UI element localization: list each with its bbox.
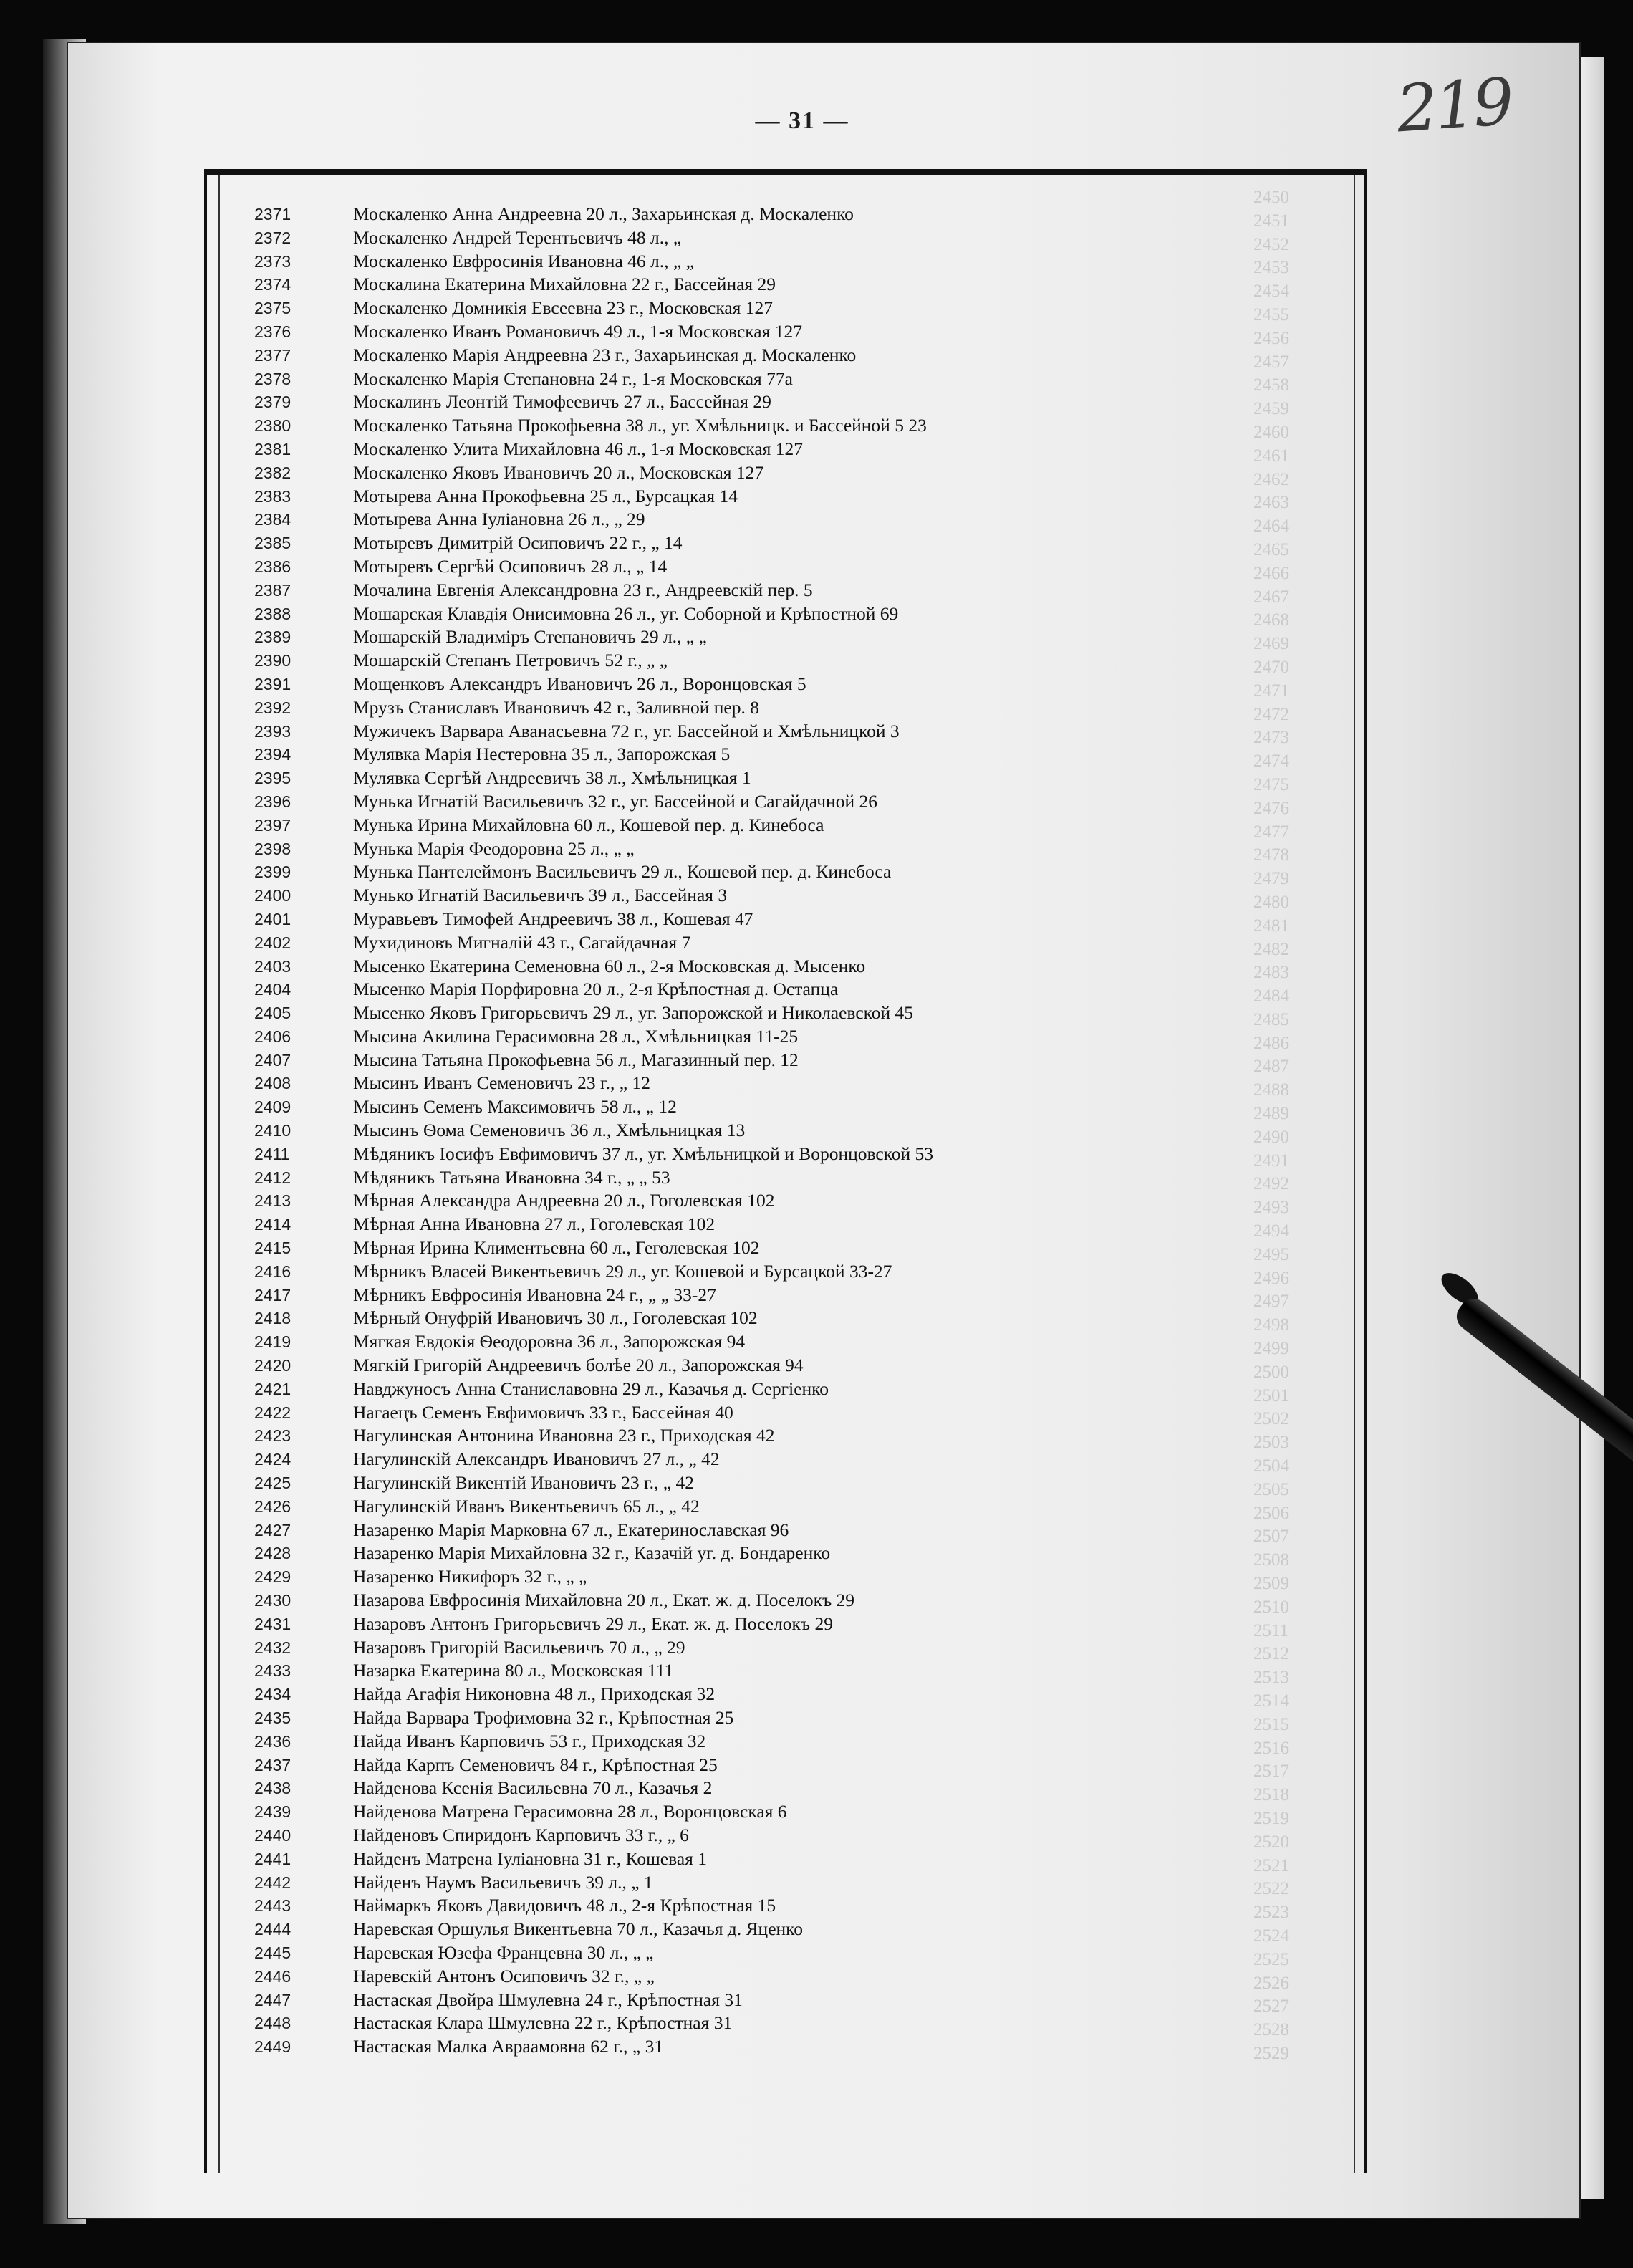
register-entry — [254, 1754, 1386, 1777]
register-entry — [254, 790, 1386, 814]
entry-text: Мягкая Евдокія Ѳеодоровна 36 л., Запорожская 94 — [353, 1331, 746, 1352]
entry-number: 2377 — [254, 345, 292, 365]
register-entry — [254, 1894, 1386, 1918]
entry-text: Назаренко Никифоръ 32 г., „ „ — [353, 1566, 587, 1587]
register-entry — [254, 1072, 1386, 1095]
entry-text: Назаровъ Антонъ Григорьевичъ 29 л., Екат. ж. д. Поселокъ 29 — [353, 1613, 833, 1634]
page-number: — 31 — — [755, 107, 849, 134]
entry-text: Мунька Пантелеймонъ Васильевичъ 29 л., Кошевой пер. д. Кинебоса — [353, 861, 892, 883]
entry-number: 2403 — [254, 956, 292, 976]
register-entry — [254, 1424, 1386, 1448]
entry-number: 2426 — [254, 1496, 292, 1516]
entry-text: Мотырева Анна Іуліановна 26 л., „ 29 — [353, 509, 645, 530]
entry-number: 2449 — [254, 2037, 292, 2057]
register-entry — [254, 1284, 1386, 1307]
register-entry — [254, 273, 1386, 297]
entry-number: 2394 — [254, 745, 292, 764]
entry-text: Мысенко Яковъ Григорьевичъ 29 л., уг. Запорожской и Николаевской 45 — [353, 1002, 914, 1024]
entry-text: Мысина Татьяна Прокофьевна 56 л., Магазинный пер. 12 — [353, 1049, 799, 1070]
entry-text: Мужичекъ Варвара Аванасьевна 72 г., уг. Бассейной и Хмѣльницкой 3 — [353, 720, 900, 741]
entry-text: Мѣдяникъ Татьяна Ивановна 34 г., „ „ 53 — [353, 1166, 670, 1188]
entry-text: Мунько Игнатій Васильевичъ 39 л., Бассейная 3 — [353, 885, 728, 906]
entry-number: 2438 — [254, 1779, 292, 1798]
register-entry — [254, 1730, 1386, 1754]
register-entry — [254, 743, 1386, 767]
register-entry — [254, 625, 1386, 649]
register-entry — [254, 579, 1386, 602]
register-entry — [254, 1095, 1386, 1119]
bleed-through-numbers: 2450 2451 2452 2453 2454 2455 2456 2457 2458 2459 2460 2461 2462 2463 2464 2465 2466 2467 2468 2469 2470 2471 2472 2473 2474 2475 2476 2477 2478 2479 2480 2481 2482 2483 2484 2485 2486 2487 2488 2489 2490 2491 2492 2493 2494 2495 2496 2497 2498 2499 2500 2501 2502 2503 2504 2505 2506 2507 2508 2509 2510 2511 2512 2513 2514 2515 2516 2517 2518 2519 2520 2521 2522 2523 2524 2525 2526 2527 2528 2529 — [1253, 188, 1289, 2063]
entry-number: 2389 — [254, 628, 292, 647]
register-entry — [254, 226, 1386, 250]
entry-number: 2378 — [254, 369, 292, 388]
entry-number: 2441 — [254, 1849, 292, 1868]
entry-number: 2387 — [254, 580, 292, 600]
register-entry — [254, 1659, 1386, 1683]
entry-text: Наревская Оршулья Викентьевна 70 л., Казачья д. Яценко — [353, 1918, 803, 1940]
register-entry — [254, 1565, 1386, 1589]
register-entry — [254, 814, 1386, 837]
entry-text: Москаленко Евфросинія Ивановна 46 л., „ „ — [353, 250, 694, 272]
entry-text: Найденъ Матрена Іуліановна 31 г., Кошевая 1 — [353, 1847, 708, 1869]
entry-number: 2443 — [254, 1896, 292, 1916]
entry-number: 2393 — [254, 721, 292, 741]
entry-number: 2436 — [254, 1731, 292, 1751]
entry-text: Назарова Евфросинія Михайловна 20 л., Екат. ж. д. Поселокъ 29 — [353, 1590, 855, 1611]
register-entry — [254, 1025, 1386, 1049]
entry-number: 2427 — [254, 1520, 292, 1539]
register-entry — [254, 1189, 1386, 1213]
register-entry — [254, 1143, 1386, 1166]
entry-text: Мѣрная Ирина Климентьевна 60 л., Геголевская 102 — [353, 1237, 760, 1259]
entry-text: Москаленко Анна Андреевна 20 л., Захарьинская д. Москаленко — [353, 203, 854, 224]
entry-text: Настаская Малка Авраамовна 62 г., „ 31 — [353, 2036, 664, 2057]
register-entry — [254, 1683, 1386, 1706]
entry-number: 2380 — [254, 416, 292, 436]
entry-text: Мягкій Григорій Андреевичъ болѣе 20 л., Запорожская 94 — [353, 1355, 804, 1376]
register-entry — [254, 1330, 1386, 1354]
entry-text: Мѣрная Александра Андреевна 20 л., Гоголевская 102 — [353, 1190, 775, 1211]
entry-number: 2419 — [254, 1332, 292, 1352]
entry-number: 2384 — [254, 510, 292, 529]
entry-text: Найда Иванъ Карповичъ 53 г., Приходская 32 — [353, 1730, 706, 1752]
entry-text: Мысинъ Семенъ Максимовичъ 58 л., „ 12 — [353, 1096, 677, 1118]
register-entry — [254, 461, 1386, 485]
entry-text: Нагулинскій Иванъ Викентьевичъ 65 л., „ 42 — [353, 1495, 700, 1517]
entry-text: Назаровъ Григорій Васильевичъ 70 л., „ 29 — [353, 1636, 685, 1658]
register-entry — [254, 1800, 1386, 1824]
entry-number: 2398 — [254, 839, 292, 858]
entry-text: Москаленко Иванъ Романовичъ 49 л., 1-я Московская 127 — [353, 320, 802, 342]
register-entry — [254, 1989, 1386, 2012]
entry-text: Мухидиновъ Мигналій 43 г., Сагайдачная 7 — [353, 931, 691, 953]
entry-text: Назаренко Марія Михайловна 32 г., Казачій уг. д. Бондаренко — [353, 1542, 831, 1564]
entry-text: Найденова Матрена Герасимовна 28 л., Воронцовская 6 — [353, 1801, 787, 1822]
register-entry — [254, 438, 1386, 461]
entry-number: 2412 — [254, 1168, 292, 1187]
register-entry — [254, 1378, 1386, 1401]
entry-number: 2408 — [254, 1074, 292, 1093]
entry-number: 2372 — [254, 228, 292, 247]
register-entry — [254, 860, 1386, 884]
entry-number: 2375 — [254, 299, 292, 318]
entry-text: Москаленко Татьяна Прокофьевна 38 л., уг. Хмѣльницк. и Бассейной 5 23 — [353, 415, 927, 436]
register-entry — [254, 649, 1386, 673]
entry-text: Муравьевъ Тимофей Андреевичъ 38 л., Кошевая 47 — [353, 908, 753, 929]
entry-text: Мунька Ирина Михайловна 60 л., Кошевой пер. д. Кинебоса — [353, 814, 824, 835]
entry-number: 2444 — [254, 1920, 292, 1939]
entry-text: Назарка Екатерина 80 л., Московская 111 — [353, 1660, 674, 1681]
entry-number: 2422 — [254, 1403, 292, 1422]
entry-text: Мысенко Екатерина Семеновна 60 л., 2-я Московская д. Мысенко — [353, 955, 866, 976]
entry-number: 2397 — [254, 815, 292, 835]
entry-text: Мрузъ Станиславъ Ивановичъ 42 г., Заливной пер. 8 — [353, 696, 759, 718]
entry-text: Настаская Двойра Шмулевна 24 г., Крѣпостная 31 — [353, 1989, 743, 2010]
entry-number: 2407 — [254, 1050, 292, 1070]
entry-number: 2390 — [254, 651, 292, 671]
register-entry — [254, 485, 1386, 509]
entry-number: 2405 — [254, 1004, 292, 1023]
entry-number: 2433 — [254, 1661, 292, 1681]
entry-number: 2413 — [254, 1191, 292, 1211]
entry-text: Нагулинская Антонина Ивановна 23 г., Приходская 42 — [353, 1425, 775, 1446]
register-entry — [254, 908, 1386, 931]
entry-text: Найда Варвара Трофимовна 32 г., Крѣпостная 25 — [353, 1707, 734, 1728]
handwritten-folio-number: 219 — [1394, 64, 1514, 148]
entry-number: 2446 — [254, 1966, 292, 1986]
register-entry — [254, 1307, 1386, 1330]
entry-text: Мошарскій Степанъ Петровичъ 52 г., „ „ — [353, 650, 668, 671]
entry-text: Мѣрный Онуфрій Ивановичъ 30 л., Гоголевская 102 — [353, 1307, 758, 1329]
entry-text: Найденъ Наумъ Васильевичъ 39 л., „ 1 — [353, 1871, 653, 1893]
entry-number: 2445 — [254, 1943, 292, 1962]
entry-text: Мысинъ Ѳома Семеновичъ 36 л., Хмѣльницкая 13 — [353, 1120, 746, 1141]
register-entries — [254, 203, 1386, 2059]
register-entry — [254, 1847, 1386, 1871]
entry-text: Нагаецъ Семенъ Евфимовичъ 33 г., Бассейная 40 — [353, 1401, 733, 1423]
register-entry — [254, 297, 1386, 320]
register-entry — [254, 884, 1386, 908]
register-entry — [254, 1636, 1386, 1660]
register-entry — [254, 1236, 1386, 1260]
entry-number: 2411 — [254, 1144, 290, 1163]
entry-text: Мошарская Клавдія Онисимовна 26 л., уг. Соборной и Крѣпостной 69 — [353, 602, 899, 624]
register-entry — [254, 508, 1386, 532]
entry-text: Мунька Марія Феодоровна 25 л., „ „ — [353, 837, 635, 859]
entry-number: 2439 — [254, 1802, 292, 1822]
register-entry — [254, 1824, 1386, 1847]
entry-number: 2401 — [254, 909, 292, 928]
register-entry — [254, 1589, 1386, 1613]
entry-text: Мочалина Евгенія Александровна 23 г., Андреевскій пер. 5 — [353, 579, 813, 600]
register-entry — [254, 532, 1386, 555]
register-entry — [254, 1542, 1386, 1565]
entry-text: Мысина Акилина Герасимовна 28 л., Хмѣльницкая 11-25 — [353, 1025, 799, 1047]
entry-number: 2395 — [254, 769, 292, 788]
entry-number: 2435 — [254, 1709, 292, 1727]
entry-text: Мунька Игнатій Васильевичъ 32 г., уг. Бассейной и Сагайдачной 26 — [353, 790, 877, 812]
entry-number: 2400 — [254, 886, 292, 905]
register-entry — [254, 1213, 1386, 1236]
entry-text: Мулявка Сергѣй Андреевичъ 38 л., Хмѣльницкая 1 — [353, 767, 751, 789]
entry-number: 2383 — [254, 486, 292, 506]
register-entry — [254, 1401, 1386, 1425]
entry-number: 2386 — [254, 557, 292, 576]
register-entry — [254, 414, 1386, 438]
register-entry — [254, 1918, 1386, 1941]
entry-number: 2423 — [254, 1426, 292, 1446]
register-entry — [254, 955, 1386, 979]
register-entry — [254, 1613, 1386, 1636]
entry-text: Мотыревъ Сергѣй Осиповичъ 28 л., „ 14 — [353, 555, 668, 577]
entry-text: Наймаркъ Яковъ Давидовичъ 48 л., 2-я Крѣпостная 15 — [353, 1895, 776, 1916]
entry-number: 2371 — [254, 205, 292, 224]
entry-number: 2448 — [254, 2014, 292, 2033]
register-entry — [254, 1965, 1386, 1989]
entry-number: 2404 — [254, 980, 292, 999]
entry-text: Мошарскій Владиміръ Степановичъ 29 л., „ „ — [353, 626, 707, 648]
entry-number: 2406 — [254, 1027, 292, 1046]
register-entry — [254, 1166, 1386, 1190]
register-entry — [254, 978, 1386, 1001]
register-entry — [254, 320, 1386, 344]
entry-number: 2410 — [254, 1121, 292, 1140]
register-entry — [254, 837, 1386, 861]
entry-text: Наревская Юзефа Францевна 30 л., „ „ — [353, 1941, 654, 1963]
entry-text: Навджуносъ Анна Станиславовна 29 л., Казачья д. Сергіенко — [353, 1378, 829, 1399]
entry-text: Найда Агафія Никоновна 48 л., Приходская 32 — [353, 1683, 716, 1705]
entry-text: Москаленко Марія Андреевна 23 г., Захарьинская д. Москаленко — [353, 344, 857, 365]
entry-number: 2391 — [254, 674, 292, 693]
entry-number: 2425 — [254, 1474, 292, 1493]
entry-number: 2420 — [254, 1356, 292, 1375]
entry-text: Мѣрная Анна Ивановна 27 л., Гоголевская 102 — [353, 1214, 716, 1235]
entry-number: 2424 — [254, 1450, 292, 1469]
entry-number: 2374 — [254, 275, 292, 294]
register-entry — [254, 1001, 1386, 1025]
entry-number: 2382 — [254, 463, 292, 482]
register-entry — [254, 1871, 1386, 1895]
entry-number: 2402 — [254, 933, 292, 952]
entry-text: Найденовъ Спиридонъ Карповичъ 33 г., „ 6 — [353, 1824, 689, 1845]
register-entry — [254, 1495, 1386, 1519]
entry-number: 2373 — [254, 251, 292, 271]
register-entry — [254, 2035, 1386, 2059]
entry-number: 2431 — [254, 1614, 292, 1633]
register-entry — [254, 203, 1386, 226]
entry-number: 2385 — [254, 534, 292, 553]
entry-number: 2414 — [254, 1215, 292, 1234]
register-entry — [254, 555, 1386, 579]
entry-number: 2421 — [254, 1379, 292, 1398]
entry-text: Москаленко Яковъ Ивановичъ 20 л., Московская 127 — [353, 461, 764, 483]
entry-number: 2432 — [254, 1638, 292, 1657]
entry-number: 2417 — [254, 1285, 292, 1304]
entry-text: Москалинъ Леонтій Тимофеевичъ 27 л., Бассейная 29 — [353, 391, 771, 413]
register-entry — [254, 1119, 1386, 1143]
entry-text: Назаренко Марія Марковна 67 л., Екатеринославская 96 — [353, 1519, 789, 1540]
entry-text: Мѣдяникъ Іосифъ Евфимовичъ 37 л., уг. Хмѣльницкой и Воронцовской 53 — [353, 1143, 934, 1164]
entry-text: Мысинъ Иванъ Семеновичъ 23 г., „ 12 — [353, 1072, 650, 1094]
entry-text: Москалина Екатерина Михайловна 22 г., Бассейная 29 — [353, 274, 776, 295]
entry-number: 2409 — [254, 1097, 292, 1117]
register-entry — [254, 1777, 1386, 1800]
entry-text: Нагулинскій Александръ Ивановичъ 27 л., „ 42 — [353, 1448, 720, 1470]
register-entry — [254, 1941, 1386, 1965]
entry-text: Нагулинскій Викентій Ивановичъ 23 г., „ 42 — [353, 1472, 694, 1494]
entry-number: 2437 — [254, 1755, 292, 1774]
entry-text: Мотырева Анна Прокофьевна 25 л., Бурсацкая 14 — [353, 485, 738, 506]
entry-text: Мощенковъ Александръ Ивановичъ 26 л., Воронцовская 5 — [353, 673, 806, 694]
register-entry — [254, 367, 1386, 391]
entry-number: 2447 — [254, 1990, 292, 2009]
entry-number: 2399 — [254, 862, 292, 882]
entry-number: 2429 — [254, 1567, 292, 1587]
register-entry — [254, 1706, 1386, 1730]
entry-number: 2418 — [254, 1309, 292, 1328]
entry-text: Мѣрникъ Евфросинія Ивановна 24 г., „ „ 33-27 — [353, 1284, 716, 1305]
entry-number: 2442 — [254, 1873, 292, 1892]
entry-text: Москаленко Улита Михайловна 46 л., 1-я Московская 127 — [353, 438, 803, 459]
entry-text: Мѣрникъ Власей Викентьевичъ 29 л., уг. Кошевой и Бурсацкой 33-27 — [353, 1260, 892, 1282]
entry-text: Настаская Клара Шмулевна 22 г., Крѣпостная 31 — [353, 2012, 733, 2034]
register-entry — [254, 344, 1386, 367]
entry-number: 2415 — [254, 1239, 292, 1258]
register-entry — [254, 931, 1386, 955]
entry-number: 2388 — [254, 604, 292, 623]
entry-number: 2434 — [254, 1685, 292, 1704]
register-entry — [254, 250, 1386, 274]
entry-text: Найда Карпъ Семеновичъ 84 г., Крѣпостная 25 — [353, 1754, 718, 1775]
register-entry — [254, 720, 1386, 744]
entry-text: Найденова Ксенія Васильевна 70 л., Казачья 2 — [353, 1777, 713, 1799]
entry-text: Мысенко Марія Порфировна 20 л., 2-я Крѣпостная д. Остапца — [353, 979, 839, 1000]
register-entry — [254, 1354, 1386, 1378]
register-entry — [254, 767, 1386, 790]
entry-text: Наревскій Антонъ Осиповичъ 32 г., „ „ — [353, 1965, 655, 1986]
entry-text: Москаленко Марія Степановна 24 г., 1-я Московская 77а — [353, 367, 793, 389]
entry-number: 2396 — [254, 792, 292, 811]
register-entry — [254, 602, 1386, 626]
entry-number: 2392 — [254, 698, 292, 717]
register-entry — [254, 1260, 1386, 1284]
register-entry — [254, 673, 1386, 696]
register-entry — [254, 390, 1386, 414]
register-entry — [254, 2012, 1386, 2035]
entry-number: 2376 — [254, 322, 292, 341]
entry-number: 2379 — [254, 393, 292, 412]
register-entry — [254, 1519, 1386, 1542]
register-entry — [254, 1471, 1386, 1495]
register-entry — [254, 1049, 1386, 1072]
entry-text: Мулявка Марія Нестеровна 35 л., Запорожская 5 — [353, 744, 731, 765]
entry-number: 2430 — [254, 1591, 292, 1610]
entry-text: Москаленко Андрей Терентьевичъ 48 л., „ — [353, 226, 682, 248]
register-entry — [254, 696, 1386, 720]
entry-number: 2428 — [254, 1544, 292, 1563]
entry-number: 2381 — [254, 439, 292, 458]
entry-number: 2440 — [254, 1825, 292, 1845]
entry-text: Мотыревъ Димитрій Осиповичъ 22 г., „ 14 — [353, 532, 683, 554]
entry-number: 2416 — [254, 1262, 292, 1281]
register-entry — [254, 1448, 1386, 1471]
entry-text: Москаленко Домникія Евсеевна 23 г., Московская 127 — [353, 297, 774, 319]
